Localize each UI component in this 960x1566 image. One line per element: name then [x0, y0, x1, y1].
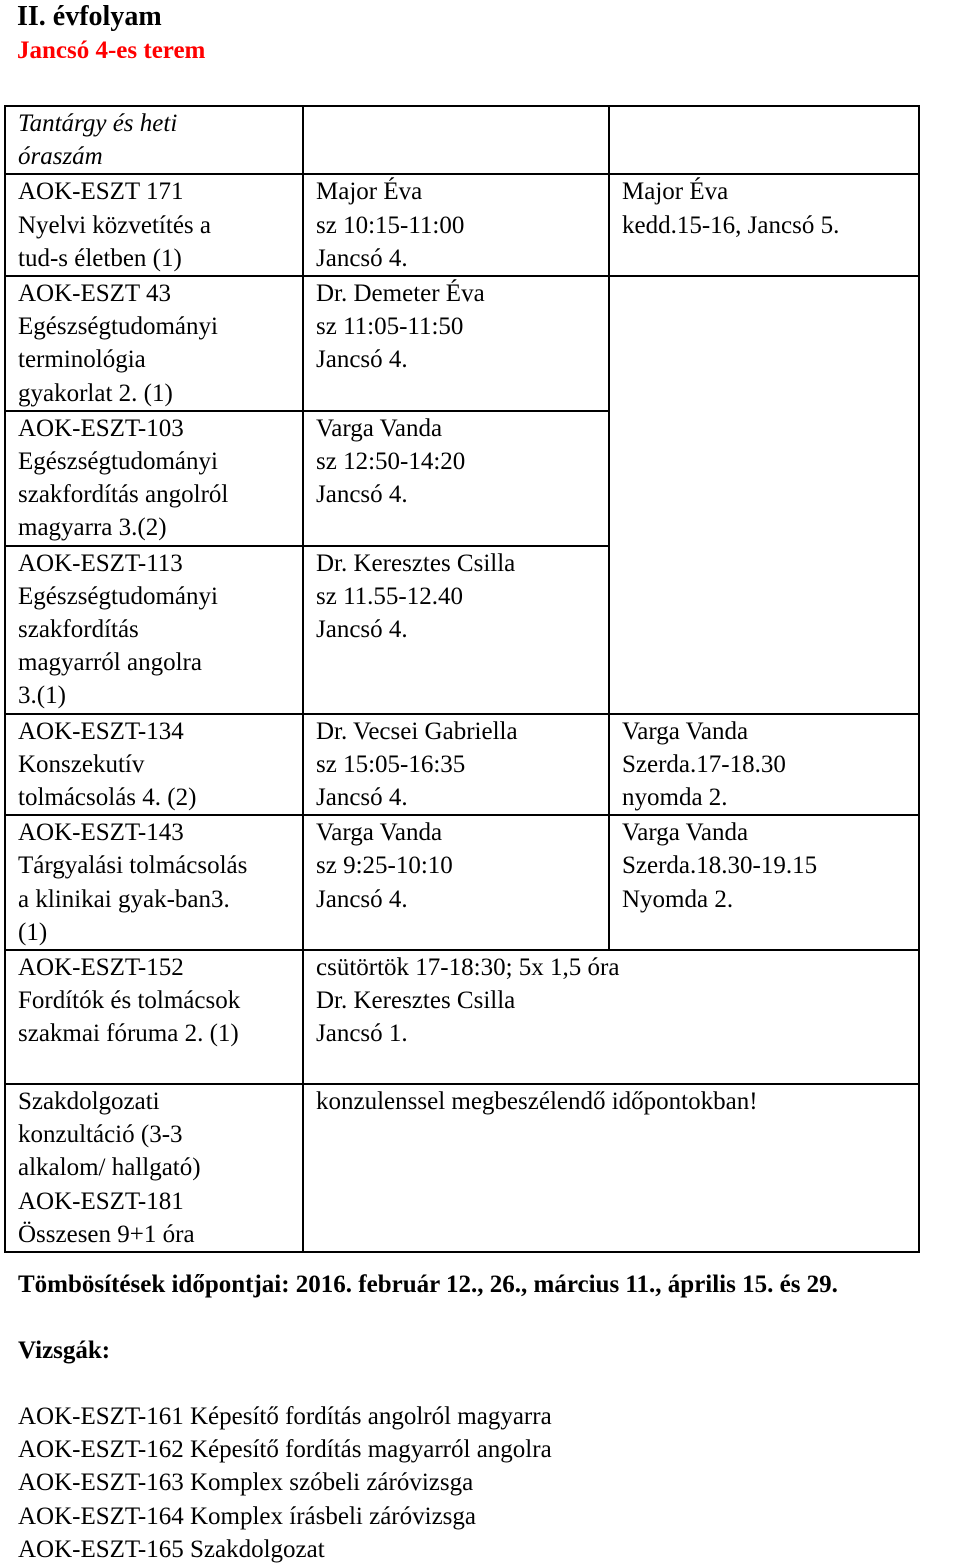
- header-line: Tantárgy és heti: [18, 110, 178, 137]
- exams-heading: Vizsgák:: [18, 1337, 111, 1364]
- subject-line: 3.(1): [18, 682, 66, 710]
- schedule-cell: [303, 174, 609, 276]
- schedule-line: Dr. Vecsei Gabriella: [316, 717, 518, 745]
- extra-line: Szerda.17-18.30: [622, 750, 786, 778]
- schedule-line: sz 9:25-10:10: [316, 852, 453, 880]
- subject-line: alkalom/ hallgató): [18, 1154, 201, 1182]
- subject-line: Egészségtudományi: [18, 582, 218, 610]
- schedule-line: Jancsó 4.: [316, 616, 408, 644]
- room-subtitle: Jancsó 4-es terem: [17, 37, 206, 64]
- schedule-line: sz 12:50-14:20: [316, 448, 466, 476]
- schedule-line: Varga Vanda: [316, 819, 443, 847]
- table-row: [5, 815, 919, 950]
- subject-cell: [5, 174, 303, 276]
- header-line: óraszám: [18, 143, 103, 171]
- subject-line: tud-s életben (1): [18, 244, 182, 272]
- subject-line: magyarra 3.(2): [18, 514, 167, 542]
- schedule-table: [4, 105, 920, 1253]
- table-row: [5, 174, 919, 276]
- schedule-cell: [303, 815, 609, 950]
- exam-item: AOK-ESZT-165 Szakdolgozat: [18, 1535, 325, 1563]
- exam-item: AOK-ESZT-161 Képesítő fordítás angolról magyarra: [18, 1403, 552, 1430]
- subject-line: Egészségtudományi: [18, 313, 218, 341]
- extra-cell-empty: [609, 276, 919, 714]
- table-row: [5, 1084, 919, 1252]
- extra-line: Varga Vanda: [622, 819, 749, 847]
- schedule-line: Jancsó 4.: [316, 885, 408, 913]
- subject-line: gyakorlat 2. (1): [18, 379, 173, 407]
- subject-line: AOK-ESZT-181: [18, 1187, 184, 1215]
- schedule-line: Major Éva: [316, 178, 423, 206]
- subject-cell: [5, 276, 303, 411]
- subject-line: tolmácsolás 4. (2): [18, 784, 197, 812]
- subject-cell: [5, 411, 303, 546]
- schedule-line: Dr. Keresztes Csilla: [316, 987, 516, 1015]
- exam-item: AOK-ESZT-163 Komplex szóbeli záróvizsga: [18, 1469, 474, 1497]
- subject-line: Tárgyalási tolmácsolás: [18, 852, 248, 880]
- extra-cell: [609, 815, 919, 950]
- schedule-line: Jancsó 4.: [316, 784, 408, 812]
- schedule-cell: [303, 950, 919, 1084]
- table-row: [5, 950, 919, 1084]
- extra-line: nyomda 2.: [622, 784, 728, 812]
- schedule-line: Dr. Demeter Éva: [316, 280, 485, 308]
- schedule-line: sz 11:05-11:50: [316, 313, 464, 341]
- subject-line: szakfordítás angolról: [18, 481, 229, 509]
- table-header-row: [5, 106, 919, 174]
- schedule-line: csütörtök 17-18:30; 5x 1,5 óra: [316, 954, 620, 982]
- subject-line: AOK-ESZT-113: [18, 549, 183, 577]
- subject-line: AOK-ESZT-143: [18, 819, 184, 847]
- subject-line: magyarról angolra: [18, 649, 202, 677]
- header-cell-subject: [5, 106, 303, 174]
- subject-line: AOK-ESZT-103: [18, 414, 184, 442]
- schedule-cell: [303, 276, 609, 411]
- extra-cell: [609, 714, 919, 816]
- table-row: [5, 714, 919, 816]
- schedule-line: sz 10:15-11:00: [316, 211, 465, 239]
- extra-line: Szerda.18.30-19.15: [622, 852, 818, 880]
- subject-line: AOK-ESZT 171: [18, 178, 184, 206]
- subject-cell: [5, 714, 303, 816]
- schedule-line: Jancsó 4.: [316, 481, 408, 509]
- subject-line: Fordítók és tolmácsok: [18, 987, 241, 1015]
- exam-item: AOK-ESZT-164 Komplex írásbeli záróvizsga: [18, 1502, 476, 1530]
- subject-line: Konszekutív: [18, 750, 145, 778]
- schedule-cell: [303, 714, 609, 816]
- schedule-line: konzulenssel megbeszélendő időpontokban!: [316, 1088, 758, 1116]
- schedule-line: Jancsó 1.: [316, 1020, 408, 1048]
- subject-line: Szakdolgozati: [18, 1088, 160, 1116]
- extra-cell: [609, 174, 919, 276]
- header-cell-empty: [609, 106, 919, 174]
- subject-line: AOK-ESZT 43: [18, 280, 172, 308]
- subject-line: terminológia: [18, 346, 146, 374]
- subject-cell: [5, 815, 303, 950]
- extra-line: Nyomda 2.: [622, 885, 734, 913]
- schedule-line: sz 11.55-12.40: [316, 582, 463, 610]
- subject-line: szakfordítás: [18, 616, 139, 644]
- subject-line: Nyelvi közvetítés a: [18, 211, 211, 239]
- table-row: [5, 276, 919, 411]
- subject-line: szakmai fóruma 2. (1): [18, 1020, 239, 1048]
- exam-item: AOK-ESZT-162 Képesítő fordítás magyarról angolra: [18, 1436, 552, 1464]
- subject-line: (1): [18, 918, 48, 946]
- extra-line: Major Éva: [622, 178, 729, 206]
- schedule-line: Jancsó 4.: [316, 244, 408, 272]
- header-cell-empty: [303, 106, 609, 174]
- schedule-line: sz 15:05-16:35: [316, 750, 466, 778]
- exams-list: [18, 1400, 552, 1566]
- extra-line: Varga Vanda: [622, 717, 749, 745]
- subject-cell: [5, 546, 303, 714]
- subject-line: Összesen 9+1 óra: [18, 1220, 195, 1248]
- extra-line: kedd.15-16, Jancsó 5.: [622, 211, 840, 239]
- subject-line: konzultáció (3-3: [18, 1121, 183, 1149]
- schedule-cell: [303, 411, 609, 546]
- subject-line: AOK-ESZT-134: [18, 717, 184, 745]
- schedule-cell: [303, 1084, 919, 1252]
- page-title: II. évfolyam: [17, 1, 162, 32]
- block-dates: Tömbösítések időpontjai: 2016. február 12., 26., március 11., április 15. és 29.: [18, 1271, 838, 1298]
- schedule-cell: [303, 546, 609, 714]
- schedule-line: Dr. Keresztes Csilla: [316, 549, 516, 577]
- schedule-line: Varga Vanda: [316, 414, 443, 442]
- subject-cell: [5, 950, 303, 1084]
- subject-cell: [5, 1084, 303, 1252]
- subject-line: Egészségtudományi: [18, 448, 218, 476]
- subject-line: AOK-ESZT-152: [18, 954, 184, 982]
- subject-line: a klinikai gyak-ban3.: [18, 885, 230, 913]
- schedule-line: Jancsó 4.: [316, 346, 408, 374]
